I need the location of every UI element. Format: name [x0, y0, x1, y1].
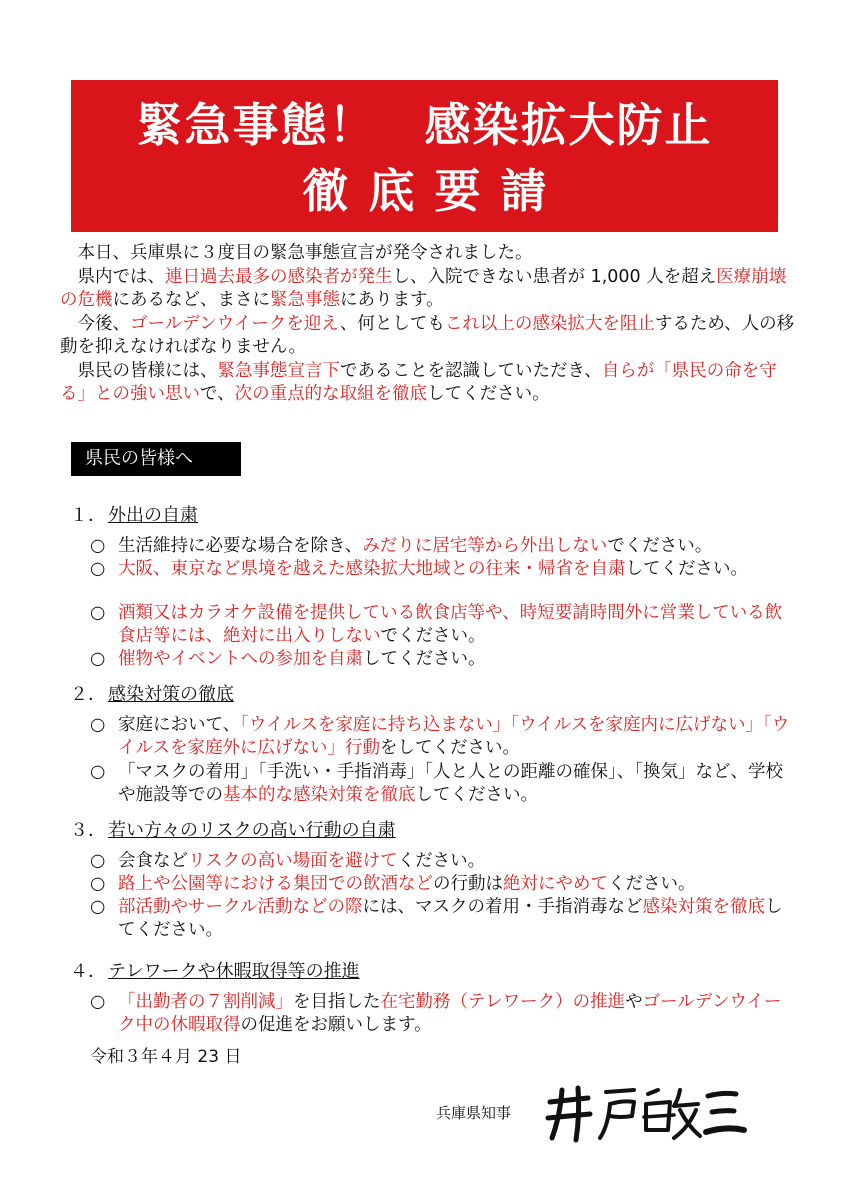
intro-text-span: にあります。 [340, 290, 444, 310]
item-highlight: 「ウイルスを家庭に持ち込まない」「ウイルスを家庭内に広げない」「ウイルスを家庭外に広げない」行動 [118, 715, 790, 758]
bullet-circle-icon: ○ [90, 536, 106, 556]
bullet-circle-icon: ○ [90, 851, 106, 871]
list-item [90, 558, 790, 581]
intro-text-span: 本日、兵庫県に３度目の緊急事態宣言が発令されました。 [60, 243, 533, 263]
intro-highlight: 自らが「県民の命を守る」との強い思い [60, 360, 777, 404]
intro-highlight: 緊急事態 [270, 290, 340, 310]
list-item [90, 991, 790, 1037]
list-item [90, 761, 790, 807]
intro-text-span: 、何としても [339, 313, 445, 334]
list-item [90, 602, 790, 648]
item-text: ください。 [397, 851, 486, 871]
item-text: ください。 [608, 874, 696, 894]
item-text: の行動は [433, 874, 503, 894]
item-highlight: 絶対にやめて [503, 874, 608, 894]
item-highlight: 催物やイベントへの参加を自粛 [118, 649, 363, 669]
intro-text-span: するため、人の移動を抑えなければなりません。 [60, 313, 795, 357]
item-text: 「マスクの着用」「手洗い・手指消毒」「人と人との距離の確保」、「換気」など、学校や施設等での [118, 762, 783, 805]
item-text: 生活維持に必要な場合を除き、 [118, 536, 363, 556]
list-item [90, 648, 790, 671]
item-text: してください。 [363, 649, 486, 669]
item-text: してください。 [625, 559, 748, 579]
banner-line-1: 緊急事態！ 感染拡大防止 [136, 98, 713, 152]
item-highlight: ゴールデンウイーク中の休暇取得 [118, 992, 782, 1035]
section-number: ４． [70, 961, 106, 982]
section-heading-2 [70, 684, 234, 706]
section-title: 感染対策の徹底 [108, 684, 234, 705]
section-heading-4 [70, 961, 360, 983]
bullet-circle-icon: ○ [90, 649, 106, 669]
item-highlight: 「出勤者の７割削減」 [118, 992, 293, 1012]
item-text: 会食など [118, 851, 188, 871]
bullet-circle-icon: ○ [90, 762, 106, 782]
intro-paragraph-1 [60, 242, 800, 266]
item-highlight: 基本的な感染対策を徹底 [223, 785, 416, 805]
item-text: でください。 [607, 536, 713, 556]
intro-paragraph-4 [60, 360, 800, 407]
intro-paragraph-3 [60, 313, 800, 360]
intro-highlight: 緊急事態宣言下 [217, 360, 340, 381]
intro-highlight: 次の重点的な取組を徹底 [234, 384, 428, 404]
intro-highlight: 医療崩壊の危機 [60, 266, 787, 310]
list-item [90, 873, 790, 896]
banner-line-2: 徹底要請 [302, 164, 567, 218]
intro-text-span: 県民の皆様には、 [60, 360, 218, 381]
intro-text [60, 242, 800, 407]
item-text: をしてください。 [379, 738, 520, 758]
item-text: には、マスクの着用・手指消毒など [362, 897, 643, 917]
issue-date: 令和３年４月 23 日 [90, 1047, 242, 1067]
intro-text-span: にあるなど、まさに [112, 290, 270, 310]
section-heading-3 [70, 820, 396, 842]
governor-title: 兵庫県知事 [436, 1104, 512, 1122]
list-item [90, 896, 790, 942]
intro-paragraph-2 [60, 266, 800, 313]
intro-text-span: し、入院できない患者が 1,000 人を超え [392, 266, 717, 287]
item-text: の促進をお願いします。 [240, 1015, 432, 1035]
bullet-circle-icon: ○ [90, 603, 106, 623]
item-highlight: 大阪、東京など県境を越えた感染拡大地域との往来・帰省を自粛 [118, 559, 626, 579]
bullet-circle-icon: ○ [90, 897, 106, 917]
bullet-circle-icon: ○ [90, 992, 106, 1012]
section-title: 外出の自粛 [108, 505, 198, 526]
item-highlight: 酒類又はカラオケ設備を提供している飲食店等や、時短要請時間外に営業している飲食店等には、絶対に出入りしない [118, 603, 783, 646]
item-text: を目指した [293, 992, 381, 1012]
item-highlight: リスクの高い場面を避けて [188, 851, 398, 871]
intro-highlight: ゴールデンウイークを迎え [130, 313, 340, 334]
section-title: 若い方々のリスクの高い行動の自粛 [108, 820, 396, 841]
section-number: ２． [70, 684, 106, 705]
list-item [90, 850, 790, 873]
list-item [90, 714, 790, 760]
section-number: ３． [70, 820, 106, 841]
intro-text-span: であることを認識していただき、 [340, 360, 602, 381]
intro-text-span: 県内では、 [60, 266, 165, 287]
bullet-circle-icon: ○ [90, 559, 106, 579]
intro-highlight: 連日過去最多の感染者が発生 [165, 266, 393, 287]
item-highlight: みだりに居宅等から外出しない [362, 536, 608, 556]
item-text: してください。 [415, 785, 538, 805]
item-text: してください。 [118, 897, 783, 940]
list-item [90, 535, 790, 558]
section-label-residents: 県民の皆様へ [71, 442, 241, 476]
bullet-circle-icon: ○ [90, 715, 106, 735]
item-text: や [625, 992, 643, 1012]
emergency-banner [71, 80, 778, 232]
item-text: でください。 [380, 626, 486, 646]
intro-text-span: で、 [200, 384, 235, 404]
bullet-circle-icon: ○ [90, 874, 106, 894]
item-highlight: 在宅勤務（テレワーク）の推進 [380, 992, 626, 1012]
intro-highlight: これ以上の感染拡大を阻止 [444, 313, 655, 334]
section-heading-1 [70, 505, 198, 527]
item-highlight: 路上や公園等における集団での飲酒など [118, 874, 433, 894]
signature-image [540, 1080, 750, 1146]
item-highlight: 部活動やサークル活動などの際 [118, 897, 363, 917]
intro-text-span: 今後、 [60, 313, 130, 334]
section-title: テレワークや休暇取得等の推進 [108, 961, 360, 982]
section-number: １． [70, 505, 106, 526]
intro-text-span: してください。 [427, 384, 550, 404]
item-highlight: 感染対策を徹底 [642, 897, 765, 917]
item-text: 家庭において、 [118, 715, 241, 735]
